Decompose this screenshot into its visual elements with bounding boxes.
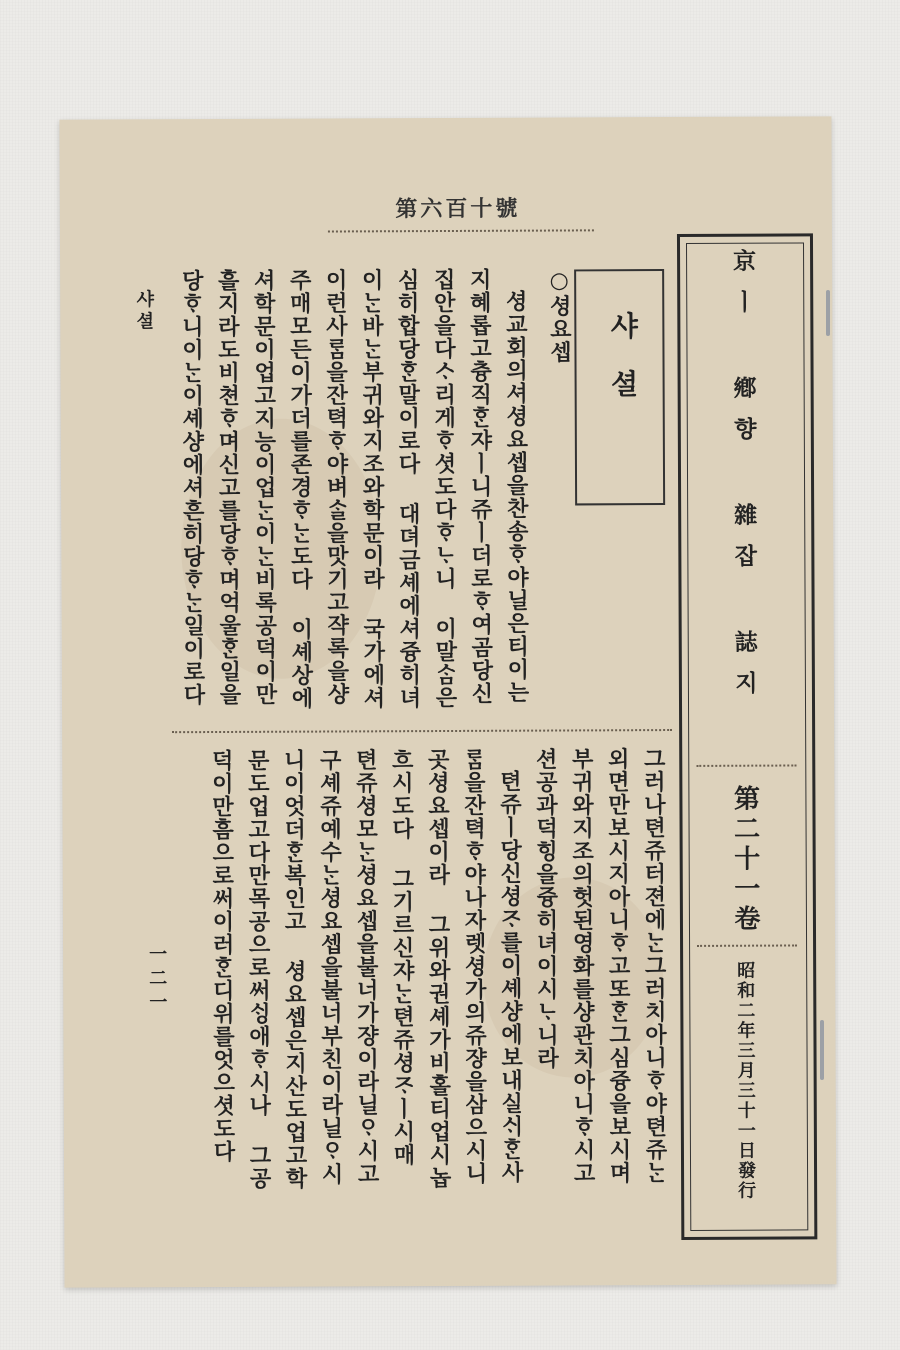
lower-column: 션공과덕힝을즁히녀이시ᄂᆞ니라 [532, 747, 560, 1070]
upper-column: 주매모든이가더를존경ᄒᆞᄂᆞᆫ도다 이셰상에 [286, 268, 315, 710]
staple [826, 290, 830, 336]
lower-column: 외면만보시지아니ᄒᆞ고또ᄒᆞᆫ그심즁을보시며 [604, 747, 633, 1185]
issue-number: 第六百十號 [395, 195, 521, 223]
volume-number: 第二十一卷 [729, 784, 761, 935]
lower-column: 니이엇더ᄒᆞᆫ복인고 셩요셉은지산도업고학 [280, 748, 309, 1190]
section-title: 샤셜 [606, 311, 640, 428]
masthead-panel [677, 233, 817, 1240]
magazine-page [59, 116, 836, 1287]
upper-column: 당ᄒᆞ니이ᄂᆞᆫ이셰샹에셔흔히당ᄒᆞᄂᆞᆫ일이로다 [178, 269, 207, 707]
lower-column: ᄅᆞᆷ을잔텩ᄒᆞ야나자렛셩가의쥬쟝을삼으시니 [460, 747, 489, 1185]
upper-column: 지혜롭고츙직ᄒᆞᆫ쟈ㅣ니쥬ㅣ더로ᄒᆞ여곰당신 [466, 267, 495, 705]
running-title: 샤셜 [133, 289, 155, 334]
upper-column: 흘지라도비쳔ᄒᆞ며신고를당ᄒᆞ며억울ᄒᆞᆫ일을 [214, 268, 243, 707]
lower-column: 그러나텬쥬터젼에ᄂᆞᆫ그러치아니ᄒᆞ야텬쥬ᄂᆞᆫ [640, 747, 669, 1185]
lower-column: 덕이만흠으로써이러ᄒᆞᆫ디위를엇으셧도다 [208, 748, 237, 1164]
page-number: 一二一 [146, 944, 168, 1017]
publication-date: 昭和二年三月三十一日發行 [734, 960, 757, 1201]
column-divider [172, 729, 672, 741]
upper-column: 심히합당ᄒᆞᆫ말이로다 대뎌금셰에셔즁히녀 [394, 268, 423, 710]
lower-column: 텬쥬셩모ᄂᆞᆫ셩요셉을불너가쟝이라닐ᄋᆞ시고 [352, 748, 381, 1186]
upper-column: 이ᄂᆞᆫ바ᄂᆞᆫ부귀와지조와학문이라 국가에셔 [358, 268, 387, 710]
lower-column: 흐시도다 그기르신쟈ᄂᆞᆫ텬쥬셩ᄌᆞㅣ시매 [388, 748, 417, 1167]
lower-column: 문도업고다만목공으로써ᄉᆡᆼ애ᄒᆞ시나 그공 [244, 748, 273, 1190]
upper-column: 셩교회의셔셩요셉을찬송ᄒᆞ야닐은티이는 [502, 289, 531, 704]
panel-divider-2 [697, 944, 797, 954]
lower-column: 구셰쥬예수ᄂᆞᆫ셩요셉을불너부친이라닐ᄋᆞ시 [316, 748, 345, 1186]
article-heading: ○셩요셉 [546, 267, 573, 364]
lower-column: 텬쥬ㅣ당신셩ᄌᆞ를이셰샹에보내실ᄉᆡᄒᆞᆫ사 [496, 769, 525, 1184]
lower-column: 곳셩요셉이라 그위와권셰가비홀티업시놉 [424, 747, 453, 1190]
section-title-box [574, 269, 665, 505]
upper-column: 셔학문이업고지능이업ᄂᆞᆫ이ᄂᆞᆫ비록공덕이만 [250, 268, 279, 706]
lower-column: 부귀와지조의헛된영화를샹관치아니ᄒᆞ시고 [568, 747, 597, 1185]
upper-column: 이런사ᄅᆞᆷ을잔텩ᄒᆞ야벼ᄉᆞᆯ을맛기고쟉록을샹 [322, 268, 351, 706]
header-divider [328, 229, 594, 240]
magazine-title: 京ㅣ 鄕향 雜잡 誌지 [729, 248, 759, 712]
staple [820, 1020, 824, 1080]
panel-divider-1 [696, 764, 796, 774]
upper-column: 집안을다ᄉᆞ리게ᄒᆞ셧도다ᄒᆞᄂᆞ니 이말ᄉᆞᆷ은 [430, 267, 459, 710]
